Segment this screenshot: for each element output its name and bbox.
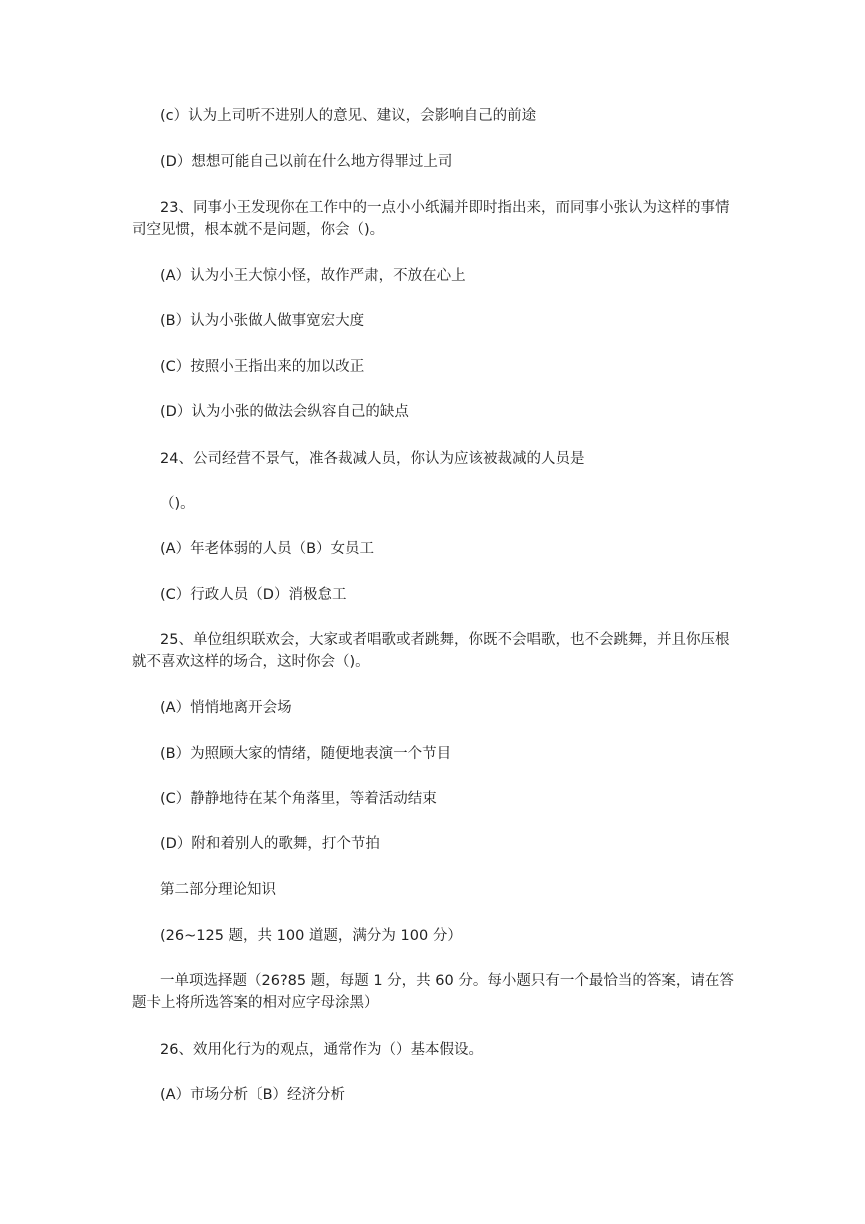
- options-cd-q24: (C）行政人员（D）消极怠工: [160, 587, 347, 603]
- option-d-q23: (D）认为小张的做法会纵容自己的缺点: [160, 404, 409, 420]
- options-ab-q26: (A）市场分析〔B）经济分析: [160, 1087, 346, 1103]
- question-24: 24、公司经营不景气，准各裁减人员，你认为应该被裁减的人员是: [160, 451, 585, 467]
- question-24-continued: （)。: [160, 496, 195, 512]
- option-c-q22: (c）认为上司听不进别人的意见、建议，会影响自己的前途: [160, 108, 537, 124]
- option-c-q25: (C）静静地待在某个角落里，等着活动结束: [160, 791, 437, 807]
- section-heading: 第二部分理论知识: [160, 882, 276, 898]
- question-25: 25、单位组织联欢会，大家或者唱歌或者跳舞，你既不会唱歌，也不会跳舞，并且你压根就不喜欢这样的场合，这时你会（)。: [132, 632, 730, 670]
- option-d-q22: (D）想想可能自己以前在什么地方得罪过上司: [160, 154, 453, 170]
- question-23: 23、同事小王发现你在工作中的一点小小纸漏并即时指出来，而同事小张认为这样的事情司空见惯，根本就不是问题，你会（)。: [132, 200, 730, 238]
- option-d-q25: (D）附和着别人的歌舞，打个节拍: [160, 836, 380, 852]
- option-a-q25: (A）悄悄地离开会场: [160, 700, 292, 716]
- options-ab-q24: (A）年老体弱的人员（B）女员工: [160, 541, 375, 557]
- option-a-q23: (A）认为小王大惊小怪，故作严肃，不放在心上: [160, 268, 466, 284]
- option-c-q23: (C）按照小王指出来的加以改正: [160, 359, 365, 375]
- single-choice-instructions: 一单项选择题（26?85 题，每题 1 分，共 60 分。每小题只有一个最恰当的答案，请在答题卡上将所选答案的相对应字母涂黑）: [132, 973, 734, 1011]
- question-26: 26、效用化行为的观点，通常作为（）基本假设。: [160, 1042, 483, 1058]
- option-b-q23: (B）认为小张做人做事宽宏大度: [160, 313, 365, 329]
- section-note: (26~125 题，共 100 道题，满分为 100 分）: [160, 928, 462, 944]
- option-b-q25: (B）为照顾大家的情绪，随便地表演一个节目: [160, 746, 452, 762]
